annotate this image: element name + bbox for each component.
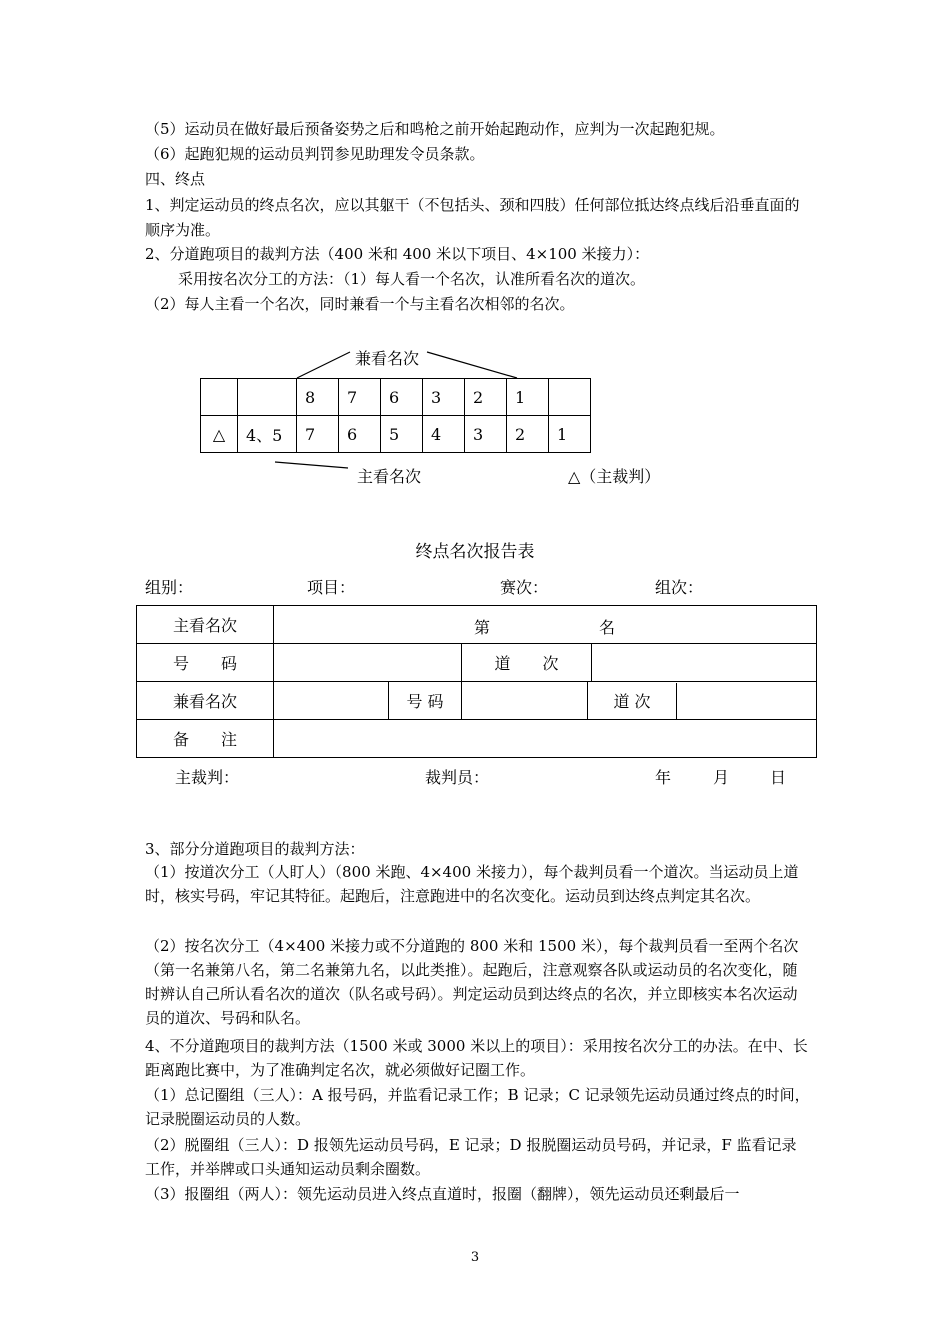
grid-cell: 1 — [507, 379, 549, 416]
grid-cell: 8 — [297, 379, 339, 416]
para-false-start-6: （6）起跑犯规的运动员判罚参见助理发令员条款。 — [145, 145, 485, 163]
position-grid — [200, 378, 591, 453]
cell-side-label: 兼看名次 — [137, 682, 274, 720]
grid-cell: 1 — [549, 416, 591, 453]
text-di: 第 — [474, 618, 491, 637]
grid-cell — [238, 379, 297, 416]
report-row-main — [137, 606, 817, 644]
main-view-line — [275, 462, 348, 468]
grid-cell: 2 — [507, 416, 549, 453]
para-partial-lane-rule-1: （1）按道次分工（人盯人）（800 米跑、4×400 米接力），每个裁判员看一个道次。当运动员上道时，核实号码，牢记其特征。起跑后，注意跑进中的名次变化。运动员到达终点判定其名次。 — [145, 863, 799, 905]
grid-cell: 4 — [423, 416, 465, 453]
grid-cell: 2 — [465, 379, 507, 416]
label-year: 年 — [655, 768, 672, 787]
label-event: 项目： — [307, 578, 356, 597]
finish-report-table — [136, 605, 817, 758]
para-finish-rule-2: 2、分道跑项目的裁判方法（400 米和 400 米以下项目、4×100 米接力）： — [145, 245, 650, 263]
para-lap-group-total: （1）总记圈组（三人）：A 报号码，并监看记录工作；B 记录；C 记录领先运动员通过终点的时间，记录脱圈运动员的人数。 — [145, 1086, 810, 1128]
label-group: 组别： — [145, 578, 194, 597]
report-row-side — [137, 682, 817, 720]
finish-position-diagram — [200, 338, 720, 498]
grid-cell — [201, 379, 238, 416]
cell-side-number-value[interactable] — [462, 682, 588, 720]
para-lap-group-lapped: （2）脱圈组（三人）：D 报领先运动员号码，E 记录；D 报脱圈运动员号码，并记录，F 监看记录工作，并举牌或口头通知运动员剩余圈数。 — [145, 1136, 797, 1178]
para-partial-lane-rule: 3、部分分道跑项目的裁判方法： — [145, 840, 365, 858]
cell-side-value[interactable] — [274, 682, 389, 720]
grid-row-main — [201, 416, 591, 453]
cell-main-value[interactable] — [274, 606, 817, 644]
side-view-line-right — [427, 352, 517, 378]
cell-main-label: 主看名次 — [137, 606, 274, 644]
grid-cell: 7 — [297, 416, 339, 453]
grid-cell: 3 — [423, 379, 465, 416]
cell-note-value[interactable] — [274, 720, 817, 758]
section-heading-finish: 四、终点 — [145, 170, 206, 188]
page-number: 3 — [470, 1250, 480, 1265]
grid-cell: △ — [201, 416, 238, 453]
para-finish-rule-2a: 采用按名次分工的方法：（1）每人看一个名次，认准所看名次的道次。 — [178, 270, 646, 288]
grid-cell — [549, 379, 591, 416]
side-view-line-left — [297, 352, 350, 378]
text-ming: 名 — [599, 618, 616, 637]
cell-number-label: 号 码 — [137, 644, 274, 682]
cell-side-number-label: 号 码 — [389, 682, 462, 720]
para-partial-lane-rule-2: （2）按名次分工（4×400 米接力或不分道跑的 800 米和 1500 米），每个裁判员看一至两个名次（第一名兼第八名，第二名兼第九名，以此类推）。起跑后，注意观察各队或运动员的名次变化，随时辨认自己所认看名次的道次（队名或号码）。判定运动员到达终点的名次，并立即核实本名次运动员的道次、号码和队名。 — [145, 937, 799, 1027]
label-day: 日 — [770, 768, 787, 787]
grid-cell: 3 — [465, 416, 507, 453]
cell-side-lane-value[interactable] — [677, 683, 816, 719]
grid-cell: 6 — [381, 379, 423, 416]
label-heat: 组次： — [655, 578, 704, 597]
para-finish-rule-1: 1、判定运动员的终点名次，应以其躯干（不包括头、颈和四肢）任何部位抵达终点线后沿垂直面的顺序为准。 — [145, 196, 800, 239]
cell-lane-value[interactable] — [592, 644, 817, 682]
grid-cell: 4、5 — [238, 416, 297, 453]
para-non-lane-rule: 4、不分道跑项目的裁判方法（1500 米或 3000 米以上的项目）：采用按名次分工的办法。在中、长距离跑比赛中，为了准确判定名次，就必须做好记圈工作。 — [145, 1037, 808, 1079]
label-round: 赛次： — [500, 578, 549, 597]
label-referee: 裁判员： — [425, 768, 490, 787]
label-chief-referee: 主裁判： — [175, 768, 240, 787]
report-row-note — [137, 720, 817, 758]
grid-row-side — [201, 379, 591, 416]
report-title: 终点名次报告表 — [415, 542, 535, 562]
cell-number-value[interactable] — [274, 644, 462, 682]
cell-note-label: 备 注 — [137, 720, 274, 758]
report-row-number — [137, 644, 817, 682]
grid-cell: 5 — [381, 416, 423, 453]
para-lap-group-announce: （3）报圈组（两人）：领先运动员进入终点直道时，报圈（翻牌），领先运动员还剩最后一 — [145, 1185, 740, 1203]
grid-cell: 7 — [339, 379, 381, 416]
para-finish-rule-2b: （2）每人主看一个名次，同时兼看一个与主看名次相邻的名次。 — [145, 295, 575, 313]
label-side-view: 兼看名次 — [355, 349, 420, 368]
grid-cell: 6 — [339, 416, 381, 453]
cell-side-lane-group — [588, 682, 817, 720]
label-main-view: 主看名次 — [357, 467, 422, 486]
label-month: 月 — [713, 768, 730, 787]
para-false-start-5: （5）运动员在做好最后预备姿势之后和鸣枪之前开始起跑动作，应判为一次起跑犯规。 — [145, 120, 725, 138]
label-chief-judge: △（主裁判） — [568, 467, 661, 486]
cell-lane-label: 道 次 — [462, 644, 592, 682]
cell-side-lane-label: 道 次 — [588, 683, 677, 719]
